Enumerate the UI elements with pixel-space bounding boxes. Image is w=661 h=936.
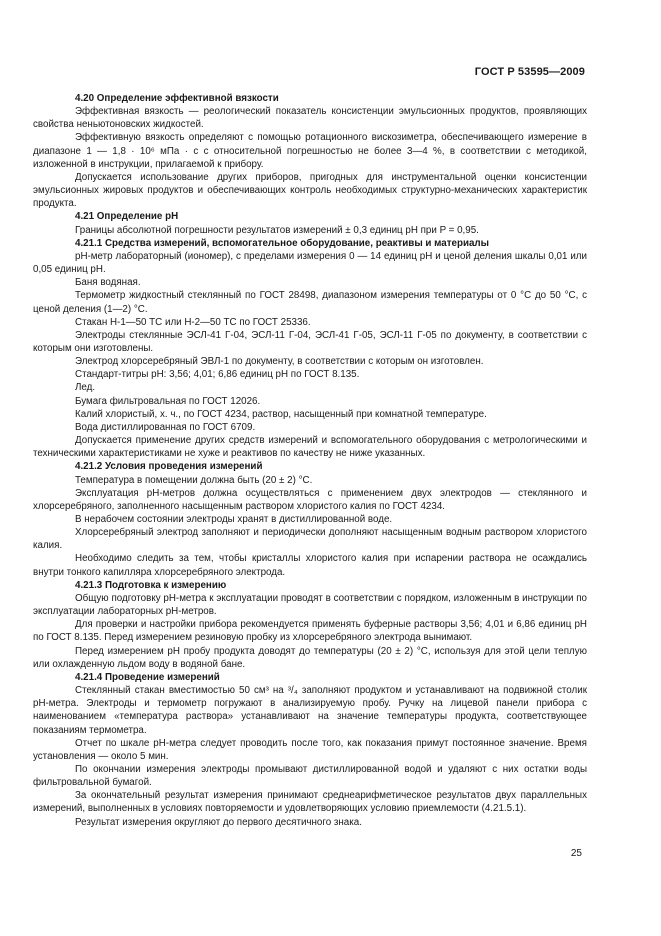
paragraph: Результат измерения округляют до первого десятичного знака. [75,816,362,828]
paragraph: Эксплуатация pH-метров должна осуществляться с применением двух электродов — стеклянного и хлорсеребряного, заполненного насыщенным раствором хлористого калия по ГОСТ 4234. [33,487,587,512]
section-heading-4-21-4: 4.21.4 Проведение измерений [75,671,220,683]
paragraph: Температура в помещении должна быть (20 ± 2) °С. [75,474,313,486]
paragraph: Эффективная вязкость — реологический показатель консистенции эмульсионных продуктов, проявляющих свойства неньютоновских жидкостей. [33,106,587,131]
section-heading-4-21-1: 4.21.1 Средства измерений, вспомогательное оборудование, реактивы и материалы [75,237,490,249]
section-heading-4-20: 4.20 Определение эффективной вязкости [75,93,279,104]
section-heading-4-21-3: 4.21.3 Подготовка к измерению [75,579,227,591]
page-number: 25 [570,848,582,859]
paragraph: В нерабочем состоянии электроды хранят в дистиллированной воде. [75,514,393,525]
paragraph: Баня водяная. [75,277,141,289]
paragraph: Необходимо следить за тем, чтобы кристаллы хлористого калия при испарении раствора не осаждались внутри тонкого капилляра хлорсеребряного электрода. [33,553,587,578]
paragraph: Общую подготовку pH-метра к эксплуатации проводят в соответствии с порядком, изложенным в инструкции по эксплуатации лабораторных pH-метров. [33,592,587,618]
paragraph: Хлорсеребряный электрод заполняют и периодически дополняют насыщенным водным раствором хлористого калия. [33,527,587,552]
paragraph: pH-метр лабораторный (иономер), с пределами измерения 0 — 14 единиц pH и ценой деления шкалы 0,01 или 0,05 единиц pH. [33,250,587,276]
paragraph: Перед измерением pH пробу продукта доводят до температуры (20 ± 2) °С, используя для этой цели теплую или охлажденную льдом воду в водяной бане. [33,645,587,670]
paragraph: По окончании измерения электроды промывают дистиллированной водой и удаляют с них остатки воды фильтровальной бумагой. [33,763,587,789]
paragraph: Электрод хлорсеребряный ЭВЛ-1 по документу, в соответствии с которым он изготовлен. [75,356,484,368]
paragraph: Электроды стеклянные ЭСЛ-41 Г-04, ЭСЛ-11 Г-04, ЭСЛ-41 Г-05, ЭСЛ-11 Г-05 по документу, в соответствии с которым они изготовлены. [33,329,587,354]
paragraph: Границы абсолютной погрешности результатов измерений ± 0,3 единиц pH при P = 0,95. [75,224,479,236]
document-header: ГОСТ Р 53595—2009 [474,66,585,78]
paragraph: Стакан Н-1—50 ТС или Н-2—50 ТС по ГОСТ 25336. [75,316,311,328]
document-body [33,92,587,829]
paragraph: Стеклянный стакан вместимостью 50 см³ на ³/₄ заполняют продуктом и устанавливают на подвижной столик pH-метра. Электроды и термометр погружают в анализируемую пробу. Ручку на лицевой панели прибора с наименованием «температура раствора» устанавливают на значение температуры продукта, соответствующее показаниям термометра. [33,685,587,736]
paragraph: Лед. [75,382,96,394]
paragraph: Стандарт-титры pH: 3,56; 4,01; 6,86 единиц pH по ГОСТ 8.135. [75,369,360,381]
paragraph: Вода дистиллированная по ГОСТ 6709. [75,421,256,433]
paragraph: Отчет по шкале pH-метра следует проводить после того, как показания примут постоянное значение. Время установления — около 5 мин. [33,737,587,762]
section-heading-4-21-2: 4.21.2 Условия проведения измерений [75,461,263,473]
paragraph: Калий хлористый, х. ч., по ГОСТ 4234, раствор, насыщенный при комнатной температуре. [75,408,487,420]
paragraph: Допускается применение других средств измерений и вспомогательного оборудования с метрологическими и техническими характеристиками не хуже и реактивов по качеству не ниже указанных. [33,435,587,460]
section-heading-4-21: 4.21 Определение pH [75,211,179,223]
paragraph: За окончательный результат измерения принимают среднеарифметическое результатов двух параллельных измерений, выполненных в условиях повторяемости и удовлетворяющих условию приемлемости (4.21.5.1). [33,790,587,815]
paragraph: Эффективную вязкость определяют с помощью ротационного вискозиметра, обеспечивающего измерение в диапазоне 1 — 1,8 · 10⁶ мПа · с с относительной погрешностью не более 3—4 %, в соответствии с методикой, изложенной в инструкции, прилагаемой к прибору. [33,132,587,170]
paragraph: Термометр жидкостный стеклянный по ГОСТ 28498, диапазоном измерения температуры от 0 °С до 50 °С, с ценой деления (1—2) °С. [33,290,587,315]
paragraph: Допускается использование других приборов, пригодных для инструментальной оценки консистенции эмульсионных жировых продуктов и обеспечивающих контроль необходимых структурно-механических характеристик продукта. [33,171,587,210]
paragraph: Бумага фильтровальная по ГОСТ 12026. [75,395,261,407]
paragraph: Для проверки и настройки прибора рекомендуется применять буферные растворы 3,56; 4,01 и 6,86 единиц pH по ГОСТ 8.135. Перед измерением резиновую пробку из хлорсеребряного электрода вынимают. [33,619,587,644]
